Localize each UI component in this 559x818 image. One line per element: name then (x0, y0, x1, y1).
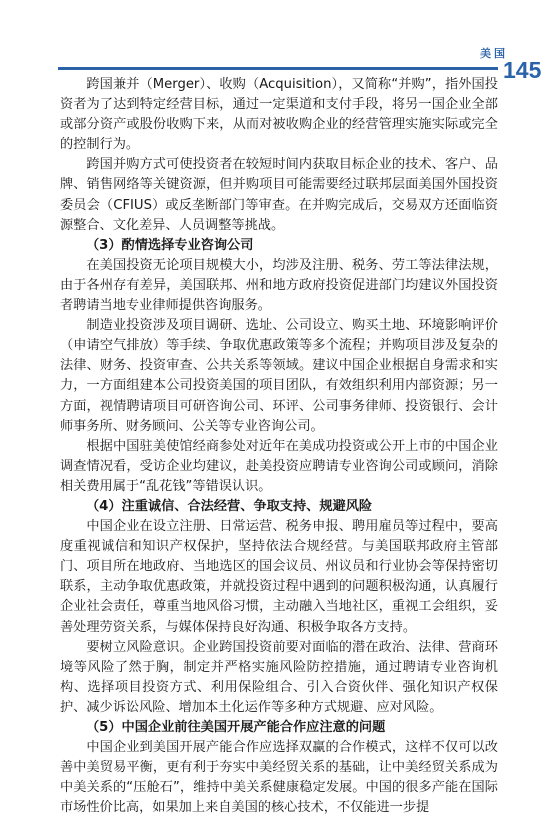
paragraph-ma-advantages: 跨国并购方式可使投资者在较短时间内获取目标企业的技术、客户、品牌、销售网络等关键资源，但并购项目可能需要经过联邦层面美国外国投资委员会（CFIUS）或反垄断部门等审查。在并购完成后，交易双方还面临资源整合、文化差异、人员调整等挑战。 (60, 157, 498, 233)
subheading-compliance: （4）注重诚信、合法经营、争取支持、规避风险 (86, 498, 373, 514)
paragraph-embassy-survey: 根据中国驻美使馆经商参处对近年在美成功投资或公开上市的中国企业调查情况看，受访企业均建议，赴美投资应聘请专业咨询公司或顾问，消除相关费用属于“乱花钱”等错误认识。 (60, 438, 498, 494)
page-number: 145 (503, 57, 542, 83)
subheading-consulting: （3）酌情选择专业咨询公司 (86, 237, 254, 253)
page-header (0, 0, 559, 83)
body-text (60, 75, 498, 818)
subheading-capacity-cooperation: （5）中国企业前往美国开展产能合作应注意的问题 (86, 720, 386, 735)
paragraph-win-win: 中国企业到美国开展产能合作应选择双赢的合作模式，这样不仅可以改善中美贸易平衡，更有利于夯实中美经贸关系的基础，让中美经贸关系成为中美关系的“压舱石”，维持中美关系健康稳定发展。中国的很多产能在国际市场性价比高，如果加上来自美国的核心技术，不仅能进一步提 (60, 740, 498, 816)
paragraph-cross-border-ma: 跨国兼并（Merger）、收购（Acquisition），又简称“并购”，指外国投资者为了达到特定经营目标，通过一定渠道和支付手段，将另一国企业全部或部分资产或股份收购下来，从而对被收购企业的经营管理实施实际或完全的控制行为。 (60, 77, 498, 153)
running-header-country: 美国 (480, 47, 508, 60)
paragraph-legal-advice: 在美国投资无论项目规模大小，均涉及注册、税务、劳工等法律法规，由于各州存有差异，美国联邦、州和地方政府投资促进部门均建议外国投资者聘请当地专业律师提供咨询服务。 (60, 257, 498, 314)
header-rule (58, 67, 498, 70)
paragraph-integrity: 中国企业在设立注册、日常运营、税务申报、聘用雇员等过程中，要高度重视诚信和知识产权保护，坚持依法合规经营。与美国联邦政府主管部门、项目所在地政府、当地选区的国会议员、州议员和行业协会等保持密切联系，主动争取优惠政策，并就投资过程中遇到的问题积极沟通，认真履行企业社会责任，尊重当地风俗习惯，主动融入当地社区，重视工会组织，妥善处理劳资关系，与媒体保持良好沟通、积极争取各方支持。 (60, 519, 498, 635)
paragraph-risk-awareness: 要树立风险意识。企业跨国投资前要对面临的潜在政治、法律、营商环境等风险了然于胸，制定并严格实施风险防控措施，通过聘请专业咨询机构、选择项目投资方式、利用保险组合、引入合资伙伴、强化知识产权保护、减少诉讼风险、增加本土化运作等多种方式规避、应对风险。 (60, 639, 498, 715)
paragraph-consulting-scope: 制造业投资涉及项目调研、选址、公司设立、购买土地、环境影响评价（申请空气排放）等手续、争取优惠政策等多个流程；并购项目涉及复杂的法律、财务、投资审查、公共关系等领域。建议中国企业根据自身需求和实力，一方面组建本公司投资美国的项目团队，有效组织利用内部资源；另一方面，视情聘请项目可研咨询公司、环评、公司事务律师、投资银行、会计师事务所、财务顾问、公关等专业咨询公司。 (60, 318, 498, 434)
